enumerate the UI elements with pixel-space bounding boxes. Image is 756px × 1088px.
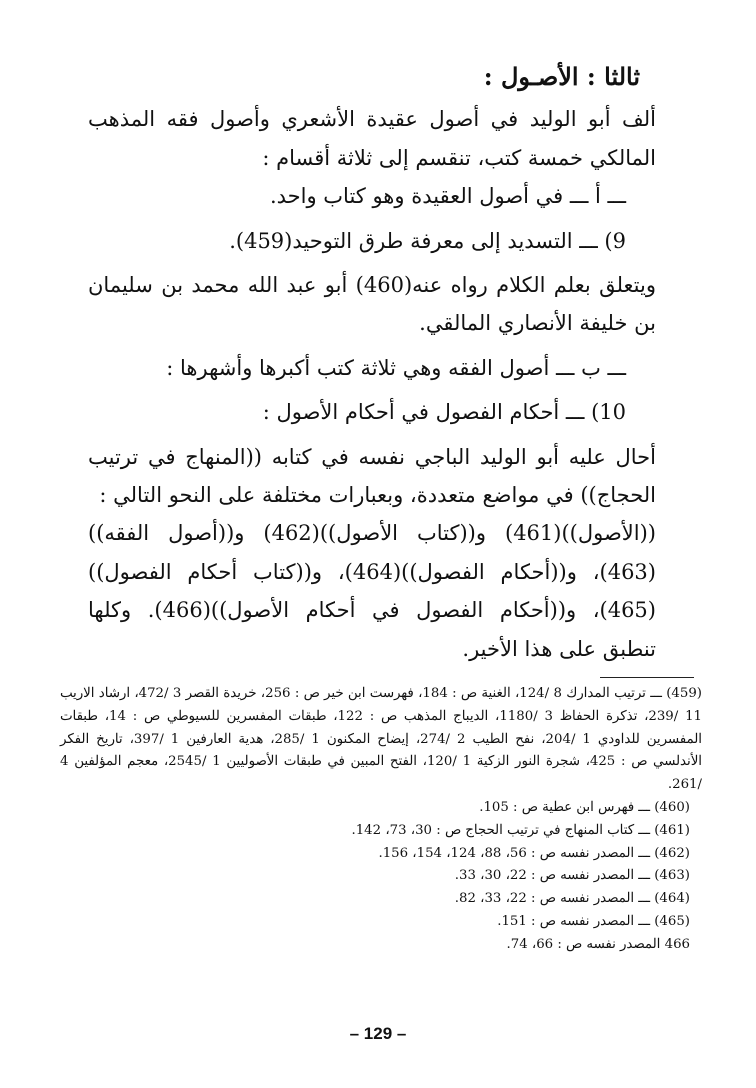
footnote-466: 466 المصدر نفسه ص : 66، 74.	[506, 936, 690, 952]
footnote-separator	[600, 677, 694, 678]
footnote-464: (464) ـــ المصدر نفسه ص : 22، 33، 82.	[454, 891, 690, 907]
footnote-461: (461) ـــ كتاب المنهاج في ترتيب الحجاج ص : 30، 73، 142.	[351, 822, 690, 838]
page-number: – 129 –	[349, 1024, 407, 1043]
footnote-462: (462) ـــ المصدر نفسه ص : 56، 88، 124، 154، 156.	[378, 845, 690, 861]
paragraph-item-9: 9) ـــ التسديد إلى معرفة طرق التوحيد(459).	[229, 228, 626, 253]
paragraph-section-a: ـــ أ ـــ في أصول العقيدة وهو كتاب واحد.	[269, 184, 626, 209]
paragraph-reference: أحال عليه أبو الوليد الباجي نفسه في كتابه ((المنهاج في ترتيب الحجاج)) في مواضع متعددة، وبعبارات مختلفة على النحو التالي :	[88, 444, 656, 508]
paragraph-item-10: 10) ـــ أحكام الفصول في أحكام الأصول :	[262, 400, 626, 425]
footnote-463: (463) ـــ المصدر نفسه ص : 22، 30، 33.	[454, 868, 690, 884]
paragraph-section-b: ـــ ب ـــ أصول الفقه وهي ثلاثة كتب أكبرها وأشهرها :	[166, 355, 626, 380]
paragraph-narration: ويتعلق بعلم الكلام رواه عنه(460) أبو عبد الله محمد بن سليمان بن خليفة الأنصاري المالقي.	[88, 273, 656, 336]
main-text	[88, 58, 656, 668]
footnotes	[60, 683, 702, 957]
paragraph-intro: ألف أبو الوليد في أصول عقيدة الأشعري وأصول فقه المذهب المالكي خمسة كتب، تنقسم إلى ثلاثة أقسام :	[88, 107, 656, 170]
footnote-465: (465) ـــ المصدر نفسه ص : 151.	[497, 913, 690, 929]
footnote-460: (460) ـــ فهرس ابن عطية ص : 105.	[479, 799, 690, 815]
footnote-459: (459) ـــ ترتيب المدارك 8 /124، الغنية ص : 184، فهرست ابن خير ص : 256، خريدة القصر 3 /472، ارشاد الاريب 11 /239، تذكرة الحفاظ 3 /1180، الديباج المذهب ص : 122، طبقات المفسرين للسيوطي ص : 14، طبقات المفسرين للداودي 1 /204، نفح الطيب 2 /274، إيضاح المكنون 1 /285، هدية العارفين 1 /397، تاريخ الفكر الأندلسي ص : 425، شجرة النور الزكية 1 /120، الفتح المبين في طبقات الأصوليين 1 /2545، معجم المؤلفين 4 /261.	[60, 686, 702, 793]
paragraph-titles: ((الأصول))(461) و((كتاب الأصول))(462) و((أصول الفقه))(463)، و((أحكام الفصول))(464)، و((كتاب أحكام الفصول))(465)، و((أحكام الفصول في أحكام الأصول))(466). وكلها تنطبق على هذا الأخير.	[88, 521, 656, 661]
section-heading: ثالثا : الأصـول :	[483, 62, 640, 91]
